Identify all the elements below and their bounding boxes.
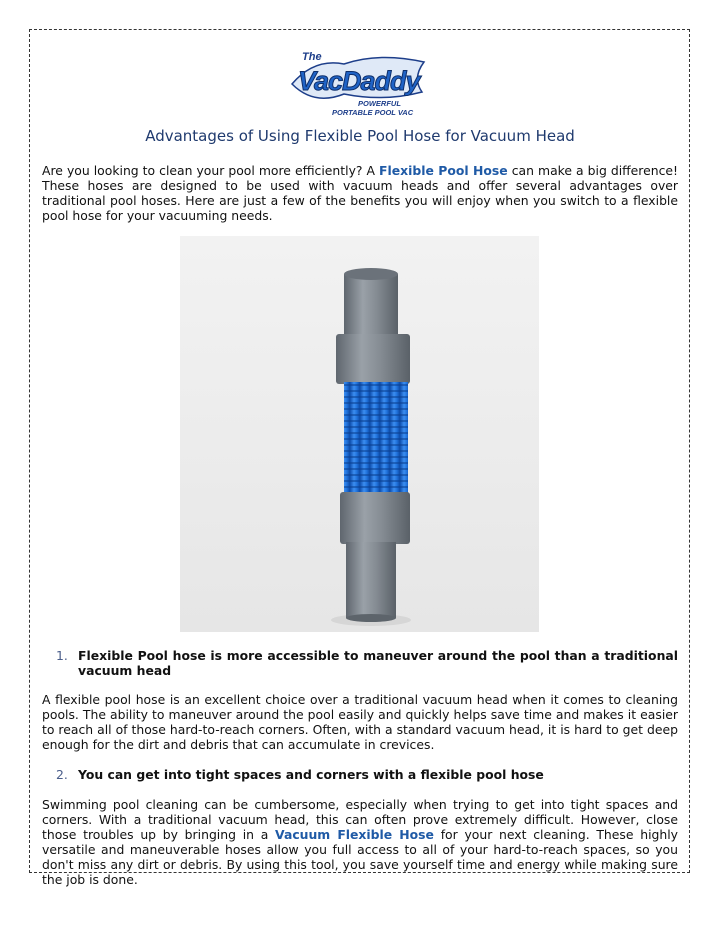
list-heading-1: Flexible Pool hose is more accessible to maneuver around the pool than a traditional vacuum head bbox=[78, 648, 678, 678]
logo-the: The bbox=[302, 51, 322, 63]
logo-tagline-2: PORTABLE POOL VAC bbox=[332, 108, 414, 117]
logo-brand: VacDaddy bbox=[298, 66, 420, 96]
product-photo bbox=[180, 236, 539, 632]
list-item-2 bbox=[56, 767, 678, 783]
paragraph-1: A flexible pool hose is an excellent choice over a traditional vacuum head when it comes to cleaning pools. The ability to maneuver around the pool easily and quickly helps save time and makes it easier to reach all of those hard-to-reach corners. Often, with a standard vacuum head, it is hard to get deep enough for the dirt and debris that can accumulate in crevices. bbox=[42, 692, 678, 752]
paragraph-2: Swimming pool cleaning can be cumbersome, especially when trying to get into tight spaces and corners. With a traditional vacuum head, this can often prove extremely difficult. However, close those troubles up by bringing in a Vacuum Flexible Hose for your next cleaning. These highly versatile and maneuverable hoses allow you full access to all of your hard-to-reach spaces, so you don't miss any dirt or debris. By using this tool, you save yourself time and energy while making sure the job is done. bbox=[42, 797, 679, 887]
list-number-2: 2. bbox=[56, 767, 68, 782]
flexible-pool-hose-link[interactable]: Flexible Pool Hose bbox=[379, 163, 508, 178]
page-title: Advantages of Using Flexible Pool Hose for Vacuum Head bbox=[145, 127, 575, 145]
vacuum-flexible-hose-link[interactable]: Vacuum Flexible Hose bbox=[275, 827, 434, 842]
intro-paragraph: Are you looking to clean your pool more efficiently? A Flexible Pool Hose can make a big difference! These hoses are designed to be used with vacuum heads and offer several advantages over traditional pool hoses. Here are just a few of the benefits you will enjoy when you switch to a flexible pool hose for your vacuuming needs. bbox=[42, 163, 678, 223]
logo-tagline-1: POWERFUL bbox=[358, 99, 401, 108]
hose-illustration bbox=[180, 236, 539, 632]
list-heading-2: You can get into tight spaces and corners with a flexible pool hose bbox=[78, 767, 544, 782]
list-number-1: 1. bbox=[56, 648, 68, 663]
list-item-1 bbox=[56, 648, 678, 680]
vacdaddy-logo bbox=[284, 44, 434, 124]
